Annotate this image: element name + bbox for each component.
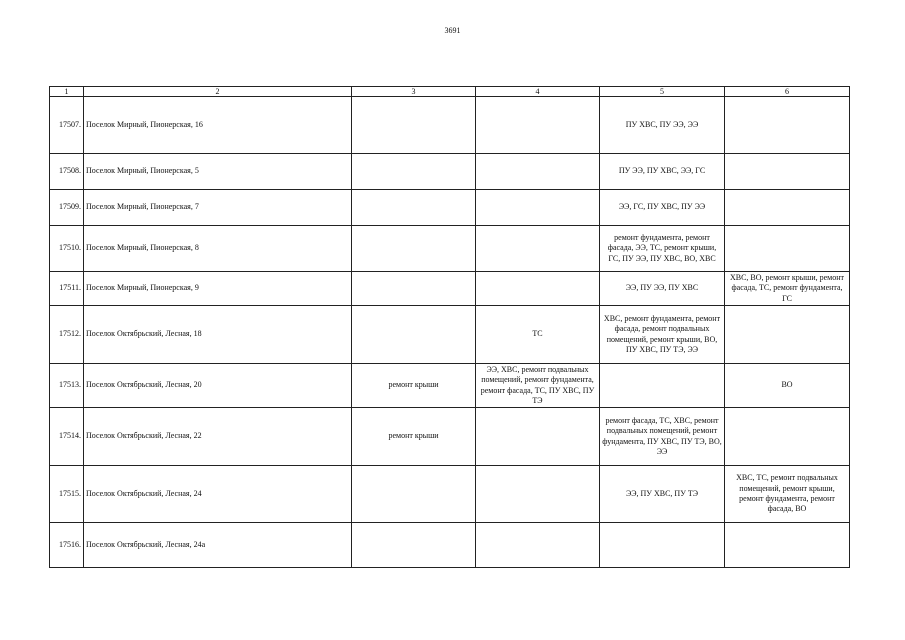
col3-cell xyxy=(352,97,476,154)
col4-cell xyxy=(476,523,600,568)
column-header: 1 xyxy=(50,87,84,97)
col5-cell: ЭЭ, ПУ ХВС, ПУ ТЭ xyxy=(600,466,725,523)
row-number: 17513. xyxy=(50,364,84,408)
col3-cell: ремонт крыши xyxy=(352,408,476,466)
col4-cell xyxy=(476,154,600,190)
column-header: 4 xyxy=(476,87,600,97)
address-cell: Поселок Мирный, Пионерская, 5 xyxy=(84,154,352,190)
table-row xyxy=(50,190,850,226)
col5-cell: ХВС, ремонт фундамента, ремонт фасада, ремонт подвальных помещений, ремонт крыши, ВО, ПУ ХВС, ПУ ТЭ, ЭЭ xyxy=(600,306,725,364)
column-header: 5 xyxy=(600,87,725,97)
col3-cell xyxy=(352,523,476,568)
column-header: 2 xyxy=(84,87,352,97)
address-cell: Поселок Октябрьский, Лесная, 24 xyxy=(84,466,352,523)
col6-cell xyxy=(725,154,850,190)
col5-cell xyxy=(600,523,725,568)
address-cell: Поселок Октябрьский, Лесная, 24а xyxy=(84,523,352,568)
table-row xyxy=(50,226,850,272)
col5-cell: ремонт фасада, ТС, ХВС, ремонт подвальных помещений, ремонт фундамента, ПУ ХВС, ПУ ТЭ, ВО, ЭЭ xyxy=(600,408,725,466)
row-number: 17514. xyxy=(50,408,84,466)
row-number: 17508. xyxy=(50,154,84,190)
col6-cell xyxy=(725,306,850,364)
col3-cell xyxy=(352,190,476,226)
address-cell: Поселок Мирный, Пионерская, 9 xyxy=(84,272,352,306)
col5-cell: ЭЭ, ГС, ПУ ХВС, ПУ ЭЭ xyxy=(600,190,725,226)
table-row xyxy=(50,272,850,306)
col6-cell xyxy=(725,226,850,272)
column-header: 3 xyxy=(352,87,476,97)
address-cell: Поселок Мирный, Пионерская, 8 xyxy=(84,226,352,272)
row-number: 17511. xyxy=(50,272,84,306)
col5-cell: ПУ ХВС, ПУ ЭЭ, ЭЭ xyxy=(600,97,725,154)
col5-cell: ремонт фундамента, ремонт фасада, ЭЭ, ТС, ремонт крыши, ГС, ПУ ЭЭ, ПУ ХВС, ВО, ХВС xyxy=(600,226,725,272)
row-number: 17510. xyxy=(50,226,84,272)
col6-cell xyxy=(725,408,850,466)
address-cell: Поселок Мирный, Пионерская, 16 xyxy=(84,97,352,154)
table-row xyxy=(50,364,850,408)
table-row xyxy=(50,154,850,190)
col4-cell xyxy=(476,190,600,226)
col5-cell: ПУ ЭЭ, ПУ ХВС, ЭЭ, ГС xyxy=(600,154,725,190)
col4-cell xyxy=(476,272,600,306)
col3-cell xyxy=(352,466,476,523)
table-header-row xyxy=(50,87,850,97)
row-number: 17509. xyxy=(50,190,84,226)
col6-cell: ХВС, ТС, ремонт подвальных помещений, ремонт крыши, ремонт фундамента, ремонт фасада, ВО xyxy=(725,466,850,523)
address-cell: Поселок Мирный, Пионерская, 7 xyxy=(84,190,352,226)
col3-cell xyxy=(352,154,476,190)
col6-cell xyxy=(725,523,850,568)
col4-cell: ЭЭ, ХВС, ремонт подвальных помещений, ремонт фундамента, ремонт фасада, ТС, ПУ ХВС, ПУ ТЭ xyxy=(476,364,600,408)
col4-cell xyxy=(476,226,600,272)
address-cell: Поселок Октябрьский, Лесная, 20 xyxy=(84,364,352,408)
table-row xyxy=(50,97,850,154)
col6-cell xyxy=(725,97,850,154)
col4-cell xyxy=(476,97,600,154)
table-row xyxy=(50,306,850,364)
works-table xyxy=(49,86,850,568)
col3-cell xyxy=(352,226,476,272)
row-number: 17515. xyxy=(50,466,84,523)
col4-cell: ТС xyxy=(476,306,600,364)
row-number: 17512. xyxy=(50,306,84,364)
table-row xyxy=(50,466,850,523)
col5-cell: ЭЭ, ПУ ЭЭ, ПУ ХВС xyxy=(600,272,725,306)
page-number: 3691 xyxy=(444,26,461,35)
row-number: 17516. xyxy=(50,523,84,568)
col5-cell xyxy=(600,364,725,408)
col3-cell xyxy=(352,306,476,364)
col6-cell xyxy=(725,190,850,226)
row-number: 17507. xyxy=(50,97,84,154)
table-row xyxy=(50,408,850,466)
col4-cell xyxy=(476,466,600,523)
address-cell: Поселок Октябрьский, Лесная, 22 xyxy=(84,408,352,466)
address-cell: Поселок Октябрьский, Лесная, 18 xyxy=(84,306,352,364)
col6-cell: ХВС, ВО, ремонт крыши, ремонт фасада, ТС, ремонт фундамента, ГС xyxy=(725,272,850,306)
col4-cell xyxy=(476,408,600,466)
col3-cell: ремонт крыши xyxy=(352,364,476,408)
column-header: 6 xyxy=(725,87,850,97)
table-row xyxy=(50,523,850,568)
col3-cell xyxy=(352,272,476,306)
col6-cell: ВО xyxy=(725,364,850,408)
